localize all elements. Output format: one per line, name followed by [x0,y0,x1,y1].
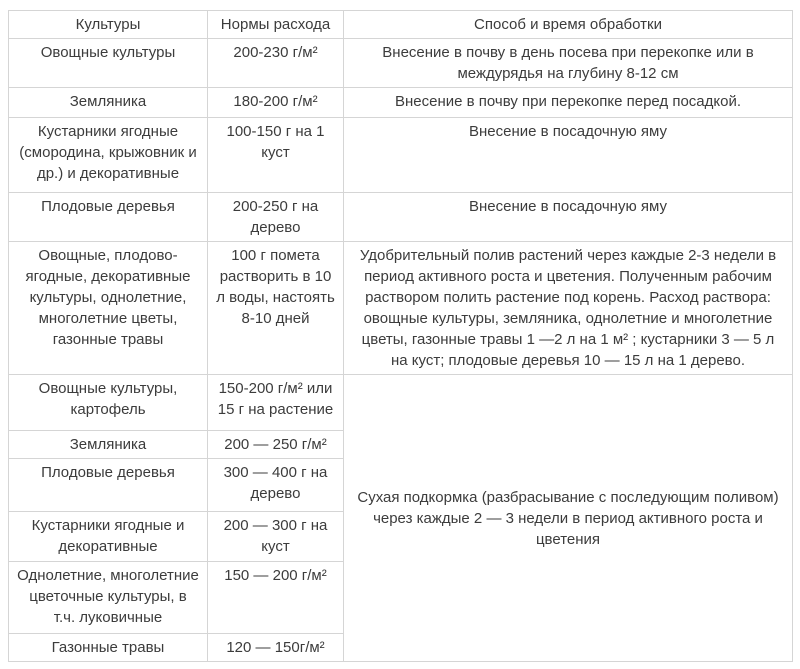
cell-norm: 100 г помета растворить в 10 л воды, настоять 8-10 дней [208,242,344,375]
column-header-method: Способ и время обработки [344,11,793,39]
cell-norm: 300 — 400 г на дерево [208,459,344,512]
table-row [9,242,793,375]
table-row [9,39,793,88]
cell-culture: Овощные культуры, картофель [9,375,208,431]
cell-method: Внесение в посадочную яму [344,193,793,242]
cell-culture: Газонные травы [9,634,208,662]
cell-norm: 200 — 250 г/м² [208,431,344,459]
cell-culture: Овощные культуры [9,39,208,88]
cell-norm: 200-230 г/м² [208,39,344,88]
cell-norm: 200 — 300 г на куст [208,512,344,562]
cell-norm: 180-200 г/м² [208,88,344,118]
cell-norm: 200-250 г на дерево [208,193,344,242]
cell-culture: Кустарники ягодные и декоративные [9,512,208,562]
table-header-row [9,11,793,39]
cell-culture: Овощные, плодово-ягодные, декоративные культуры, однолетние, многолетние цветы, газонные травы [9,242,208,375]
cell-method: Внесение в почву при перекопке перед посадкой. [344,88,793,118]
column-header-cultures: Культуры [9,11,208,39]
cell-norm: 100-150 г на 1 куст [208,118,344,193]
cell-method: Удобрительный полив растений через каждые 2-3 недели в период активного роста и цветения. Полученным рабочим раствором полить растение под корень. Расход раствора: овощные культуры, земляника, однолетние и многолетние цветы, газонные травы 1 —2 л на 1 м² ; кустарники 3 — 5 л на куст; плодовые деревья 10 — 15 л на 1 дерево. [344,242,793,375]
cell-culture: Однолетние, многолетние цветочные культуры, в т.ч. луковичные [9,562,208,634]
table-row [9,193,793,242]
cell-norm: 150 — 200 г/м² [208,562,344,634]
cell-method: Внесение в почву в день посева при перекопке или в междурядья на глубину 8-12 см [344,39,793,88]
cell-culture: Плодовые деревья [9,193,208,242]
cell-method-merged: Сухая подкормка (разбрасывание с последующим поливом) через каждые 2 — 3 недели в период активного роста и цветения [344,375,793,662]
table-row [9,88,793,118]
cell-norm: 150-200 г/м² или 15 г на растение [208,375,344,431]
cell-method: Внесение в посадочную яму [344,118,793,193]
cell-culture: Плодовые деревья [9,459,208,512]
cell-culture: Земляника [9,88,208,118]
column-header-norms: Нормы расхода [208,11,344,39]
cell-culture: Земляника [9,431,208,459]
cell-culture: Кустарники ягодные (смородина, крыжовник и др.) и декоративные [9,118,208,193]
cell-norm: 120 — 150г/м² [208,634,344,662]
table-row [9,375,793,431]
table-row [9,118,793,193]
fertilizer-norms-table [8,10,793,662]
